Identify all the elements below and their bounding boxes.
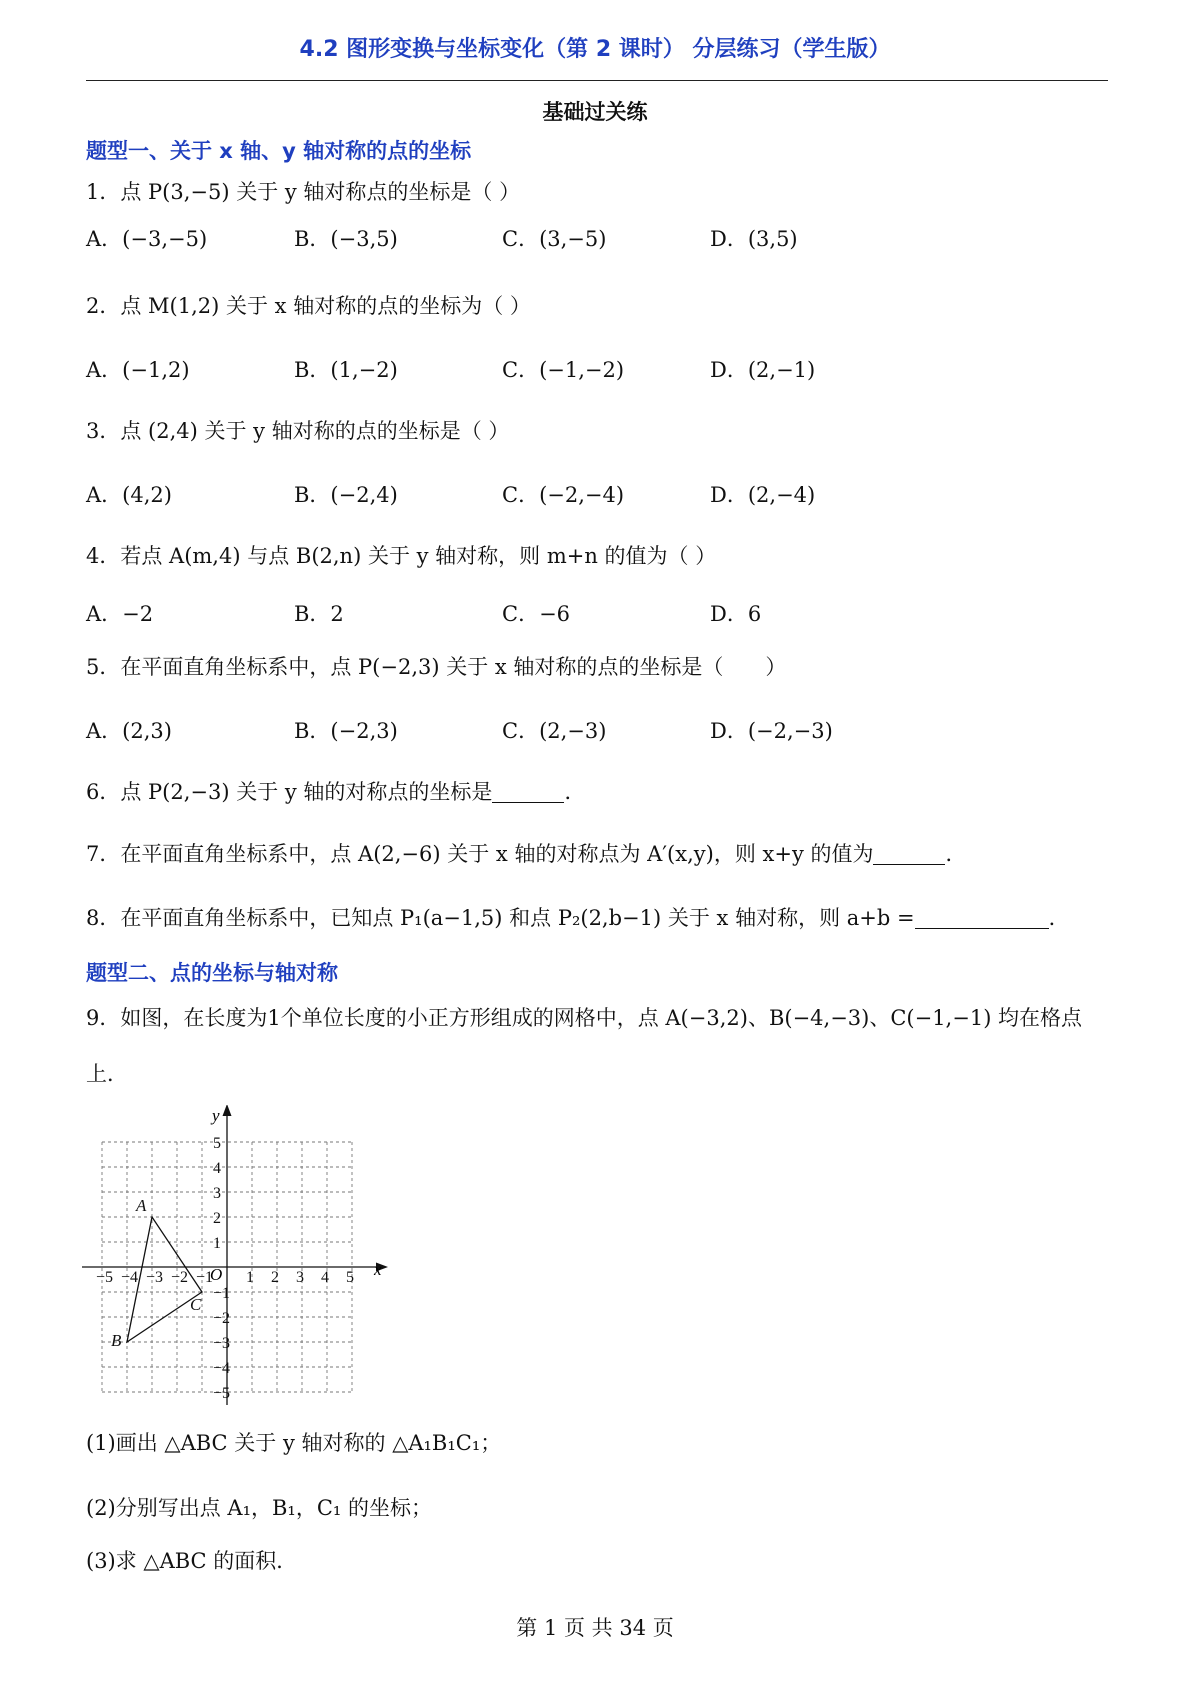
q5-option-c: C．(2,−3) <box>502 719 607 743</box>
question-7-text: 7．在平面直角坐标系中，点 A(2,−6) 关于 x 轴的对称点为 A′(x,y)，则 x+y 的值为 <box>86 842 874 866</box>
x-tick-label: −5 <box>96 1269 114 1286</box>
y-axis-label: y <box>212 1106 220 1125</box>
y-tick-label: 3 <box>213 1185 221 1202</box>
q4-option-a: A．−2 <box>86 602 154 626</box>
q2-option-c: C．(−1,−2) <box>502 358 625 382</box>
y-tick-label: 4 <box>213 1160 221 1177</box>
axes <box>82 1105 388 1405</box>
vertex-label-a: A <box>136 1196 147 1215</box>
x-tick-label: −1 <box>196 1269 214 1286</box>
x-tick-label: 1 <box>246 1269 254 1286</box>
q4-option-c: C．−6 <box>502 602 571 626</box>
question-5: 5．在平面直角坐标系中，点 P(−2,3) 关于 x 轴对称的点的坐标是（ ） <box>86 655 787 679</box>
q3-option-d: D．(2,−4) <box>710 483 816 507</box>
question-4: 4．若点 A(m,4) 与点 B(2,n) 关于 y 轴对称，则 m+n 的值为（ ） <box>86 544 717 568</box>
question-8-text: 8．在平面直角坐标系中，已知点 P₁(a−1,5) 和点 P₂(2,b−1) 关于 x 轴对称，则 a+b = <box>86 906 915 930</box>
x-tick-label: 4 <box>321 1269 329 1286</box>
q5-option-a: A．(2,3) <box>86 719 172 743</box>
q2-option-a: A．(−1,2) <box>86 358 190 382</box>
y-tick-label: −5 <box>213 1385 231 1402</box>
question-7-period: ． <box>945 842 967 866</box>
q3-option-c: C．(−2,−4) <box>502 483 625 507</box>
q5-option-d: D．(−2,−3) <box>710 719 833 743</box>
page-subtitle: 基础过关练 <box>542 100 648 124</box>
y-tick-label: 1 <box>213 1235 221 1252</box>
q2-option-b: B．(1,−2) <box>294 358 398 382</box>
sub-question-2: (2)分别写出点 A₁，B₁，C₁ 的坐标； <box>86 1496 433 1520</box>
y-tick-label: −4 <box>213 1360 231 1377</box>
page-footer: 第 1 页 共 34 页 <box>516 1616 674 1640</box>
section-heading-2: 题型二、点的坐标与轴对称 <box>86 961 338 985</box>
q3-option-b: B．(−2,4) <box>294 483 398 507</box>
y-tick-label: 5 <box>213 1135 221 1152</box>
x-tick-label: 2 <box>271 1269 279 1286</box>
q1-option-d: D．(3,5) <box>710 227 798 251</box>
question-3: 3．点 (2,4) 关于 y 轴对称的点的坐标是（ ） <box>86 419 510 443</box>
answer-blank-7[interactable] <box>873 841 945 865</box>
section-heading-1: 题型一、关于 x 轴、y 轴对称的点的坐标 <box>86 139 472 163</box>
x-tick-label: −4 <box>121 1269 139 1286</box>
sub-question-1: (1)画出 △ABC 关于 y 轴对称的 △A₁B₁C₁； <box>86 1431 502 1455</box>
q1-option-a: A．(−3,−5) <box>86 227 208 251</box>
x-tick-label: 5 <box>346 1269 354 1286</box>
q1-option-c: C．(3,−5) <box>502 227 607 251</box>
question-1: 1．点 P(3,−5) 关于 y 轴对称点的坐标是（ ） <box>86 180 521 204</box>
vertex-label-b: B <box>111 1331 122 1350</box>
question-6-text: 6．点 P(2,−3) 关于 y 轴的对称点的坐标是 <box>86 780 493 804</box>
q4-option-b: B．2 <box>294 602 344 626</box>
x-tick-label: −2 <box>171 1269 189 1286</box>
y-axis-arrow <box>223 1105 232 1116</box>
answer-blank-6[interactable] <box>492 779 564 803</box>
q5-option-b: B．(−2,3) <box>294 719 398 743</box>
triangle-abc <box>127 1217 202 1342</box>
x-tick-label: −3 <box>146 1269 164 1286</box>
q4-option-d: D．6 <box>710 602 762 626</box>
y-tick-label: −1 <box>213 1285 231 1302</box>
question-9: 9．如图，在长度为1个单位长度的小正方形组成的网格中，点 A(−3,2)、B(−4,−3)、C(−1,−1) 均在格点上． <box>86 1006 1083 1086</box>
sub-question-3: (3)求 △ABC 的面积． <box>86 1549 298 1573</box>
q1-option-b: B．(−3,5) <box>294 227 398 251</box>
q2-option-d: D．(2,−1) <box>710 358 816 382</box>
origin-label: O <box>210 1265 223 1284</box>
y-tick-label: −2 <box>213 1310 231 1327</box>
header-divider <box>86 80 1108 81</box>
x-axis-label: x <box>374 1260 382 1279</box>
question-7 <box>86 838 966 868</box>
question-8 <box>86 902 1070 932</box>
question-2: 2．点 M(1,2) 关于 x 轴对称的点的坐标为（ ） <box>86 294 531 318</box>
q3-option-a: A．(4,2) <box>86 483 172 507</box>
answer-blank-8[interactable] <box>915 905 1049 929</box>
y-tick-label: 2 <box>213 1210 221 1227</box>
question-6 <box>86 776 585 806</box>
coordinate-grid-figure <box>80 1105 400 1405</box>
x-tick-label: 3 <box>296 1269 304 1286</box>
y-tick-label: −3 <box>213 1335 231 1352</box>
question-8-period: ． <box>1048 906 1070 930</box>
vertex-label-c: C <box>190 1295 202 1314</box>
question-6-period: ． <box>564 780 586 804</box>
tick-labels <box>96 1135 354 1402</box>
page-title: 4.2 图形变换与坐标变化（第 2 课时） 分层练习（学生版） <box>299 37 891 62</box>
